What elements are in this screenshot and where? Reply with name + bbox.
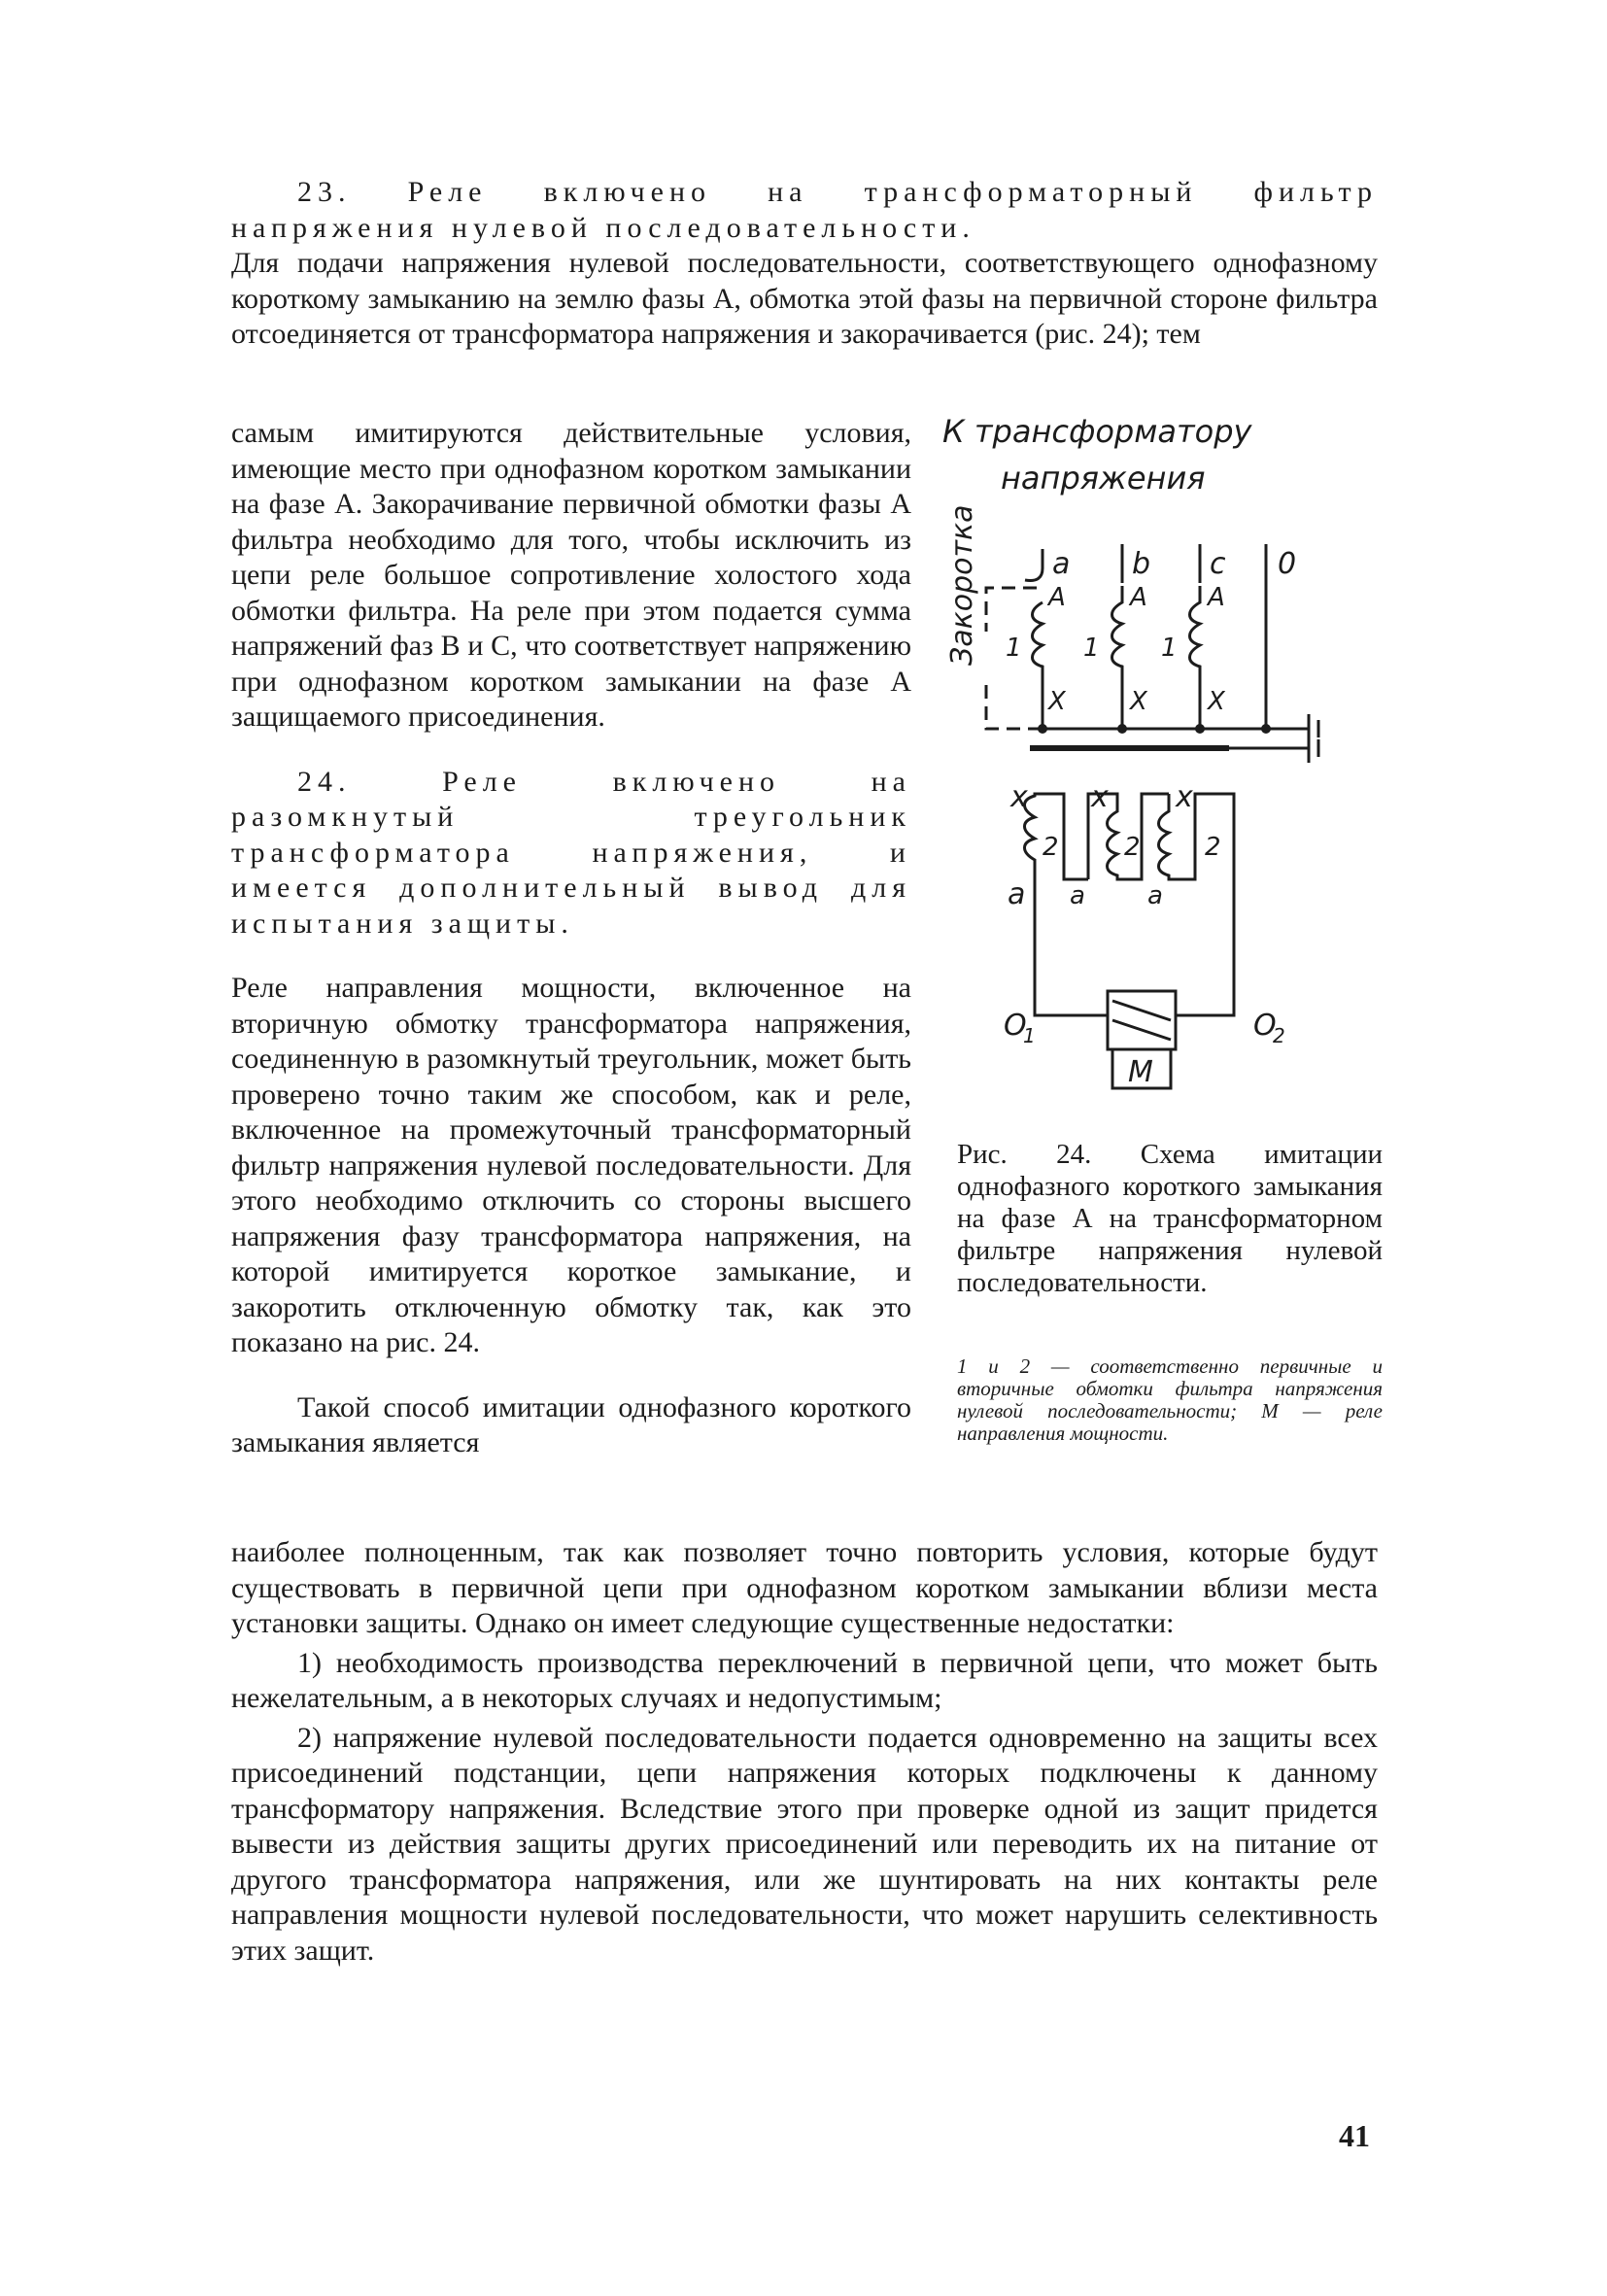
relay-coil-box bbox=[1108, 991, 1176, 1049]
winding-label-2a: 2 bbox=[1043, 833, 1059, 862]
figure-header-line1: К трансформатору bbox=[942, 413, 1252, 450]
paragraph-24-text: Реле направления мощности, включенное на вторичную обмотку трансформатора напряжения, соединенную в разомкнутый треугольник, может быть проверено точно таким же способом, как и реле, включенное на промежуточный трансформаторный фильтр напряжения нулевой последовательности. Для этого необходимо отключить со стороны высшего напряжения фазу трансформатора напряжения, на которой имитируется короткое замыкание, и закоротить отключенную обмотку так, как это показано на рис. 24. bbox=[231, 972, 911, 1358]
terminal-A-a: A bbox=[1048, 583, 1066, 612]
paragraph-method-wide: наиболее полноценным, так как позволяет точно повторить условия, которые будут существовать в первичной цепи при однофазном коротком замыкании вблизи места установки защиты. Однако он имеет следующие существенные недостатки: bbox=[231, 1536, 1378, 1639]
terminal-a-3: a bbox=[1147, 881, 1163, 910]
paragraph-23-narrow: самым имитируются действительные условия, имеющие место при однофазном коротком замыкании на фазе А. Закорачивание первичной обмотки фазы А фильтра необходимо для того, чтобы исключить из цепи реле большое сопротивление холостого хода обмотки фильтра. На реле при этом подается сумма напряжений фаз В и С, что соответствует напряжению при однофазном коротком замыкании на фазе А защищаемого присоединения. bbox=[231, 417, 911, 733]
output-label-o2-sub: 2 bbox=[1273, 1024, 1285, 1047]
relay-coil-mark-1 bbox=[1112, 1001, 1171, 1020]
output-label-o2: O bbox=[1253, 1009, 1277, 1043]
bus-node-b bbox=[1117, 724, 1127, 734]
winding-label-1c: 1 bbox=[1161, 634, 1178, 663]
figure-24-caption: Рис. 24. Схема имитации однофазного короткого замыкания на фазе А на трансформаторном фильтре напряжения нулевой последовательности. bbox=[957, 1139, 1383, 1298]
primary-coil-a bbox=[1033, 602, 1043, 729]
terminal-a-2: a bbox=[1070, 881, 1085, 910]
terminal-A-c: A bbox=[1208, 583, 1225, 612]
figure-24-legend: 1 и 2 — соответственно первичные и вторичные обмотки фильтра напряжения нулевой последовательности; М — реле направления мощности. bbox=[957, 1354, 1383, 1445]
winding-label-1a: 1 bbox=[1006, 634, 1022, 663]
terminal-x-1: x bbox=[1010, 780, 1028, 814]
secondary-coil-3 bbox=[1159, 794, 1235, 904]
terminal-A-b: A bbox=[1130, 583, 1147, 612]
terminal-x-3: x bbox=[1176, 780, 1193, 814]
primary-coil-b bbox=[1112, 586, 1123, 729]
bus-node-0 bbox=[1261, 724, 1271, 734]
paragraph-23-continued bbox=[231, 387, 911, 1491]
output-lead-o2 bbox=[1176, 904, 1234, 1015]
phase-a-line bbox=[1025, 549, 1043, 581]
paragraph-method-narrow: Такой способ имитации однофазного короткого замыкания является bbox=[231, 1390, 911, 1458]
terminal-a-1: a bbox=[1008, 877, 1026, 911]
heading-item-23: 23. Реле включено на трансформаторный фильтр напряжения нулевой последовательности. bbox=[231, 176, 1378, 244]
terminal-X-a: X bbox=[1048, 687, 1066, 716]
output-lead-o1 bbox=[1035, 913, 1108, 1015]
winding-label-2c: 2 bbox=[1205, 833, 1221, 862]
side-label-shorting: Закоротка bbox=[945, 504, 979, 666]
terminal-X-c: X bbox=[1208, 687, 1225, 716]
paragraph-method-continued bbox=[231, 1535, 1378, 1969]
list-item-1: 1) необходимость производства переключений в первичной цепи, что может быть нежелательным, а в некоторых случаях и недопустимым; bbox=[231, 1646, 1378, 1714]
relay-coil-mark-2 bbox=[1112, 1020, 1171, 1040]
shorting-link bbox=[986, 588, 1037, 632]
list-item-2: 2) напряжение нулевой последовательности подается одновременно на защиты всех присоединений подстанции, цепи напряжения которых подключены к данному трансформатору напряжения. Вследствие этого при проверке одной из защит придется вывести из действия защиты других присоединений или переводить их на питание от другого трансформатора напряжения, или же шунтировать на них контакты реле направления мощности нулевой последовательности, что может нарушить селективность этих защит. bbox=[231, 1721, 1378, 1967]
bus-node-a bbox=[1038, 724, 1047, 734]
terminal-X-b: X bbox=[1130, 687, 1147, 716]
heading-item-24: 24. Реле включено на разомкнутый треугольник трансформатора напряжения, и имеется дополнительный вывод для испытания защиты. bbox=[231, 765, 911, 940]
winding-label-1b: 1 bbox=[1083, 634, 1100, 663]
output-label-o1: O bbox=[1004, 1009, 1027, 1043]
phase-label-b: b bbox=[1132, 547, 1151, 581]
primary-coil-c bbox=[1190, 586, 1201, 729]
phase-label-0: 0 bbox=[1278, 547, 1297, 581]
shorting-link-lower bbox=[986, 685, 1043, 729]
phase-label-c: c bbox=[1210, 547, 1226, 581]
terminal-x-2: x bbox=[1091, 780, 1109, 814]
phase-label-a: a bbox=[1052, 547, 1071, 581]
winding-label-2b: 2 bbox=[1124, 833, 1141, 862]
paragraph-23-text: Для подачи напряжения нулевой последовательности, соответствующего однофазному короткому замыканию на землю фазы А, обмотка этой фазы на первичной стороне фильтра отсоединяется от трансформатора напряжения и закорачивается (рис. 24); тем bbox=[231, 247, 1378, 350]
bus-node-c bbox=[1195, 724, 1205, 734]
paragraph-23-intro bbox=[231, 175, 1378, 353]
page-number: 41 bbox=[1339, 2118, 1370, 2153]
relay-label: M bbox=[1128, 1055, 1153, 1089]
figure-24-circuit-diagram bbox=[928, 413, 1385, 1113]
figure-header-line2: напряжения bbox=[1001, 460, 1206, 497]
output-label-o1-sub: 1 bbox=[1023, 1024, 1036, 1047]
